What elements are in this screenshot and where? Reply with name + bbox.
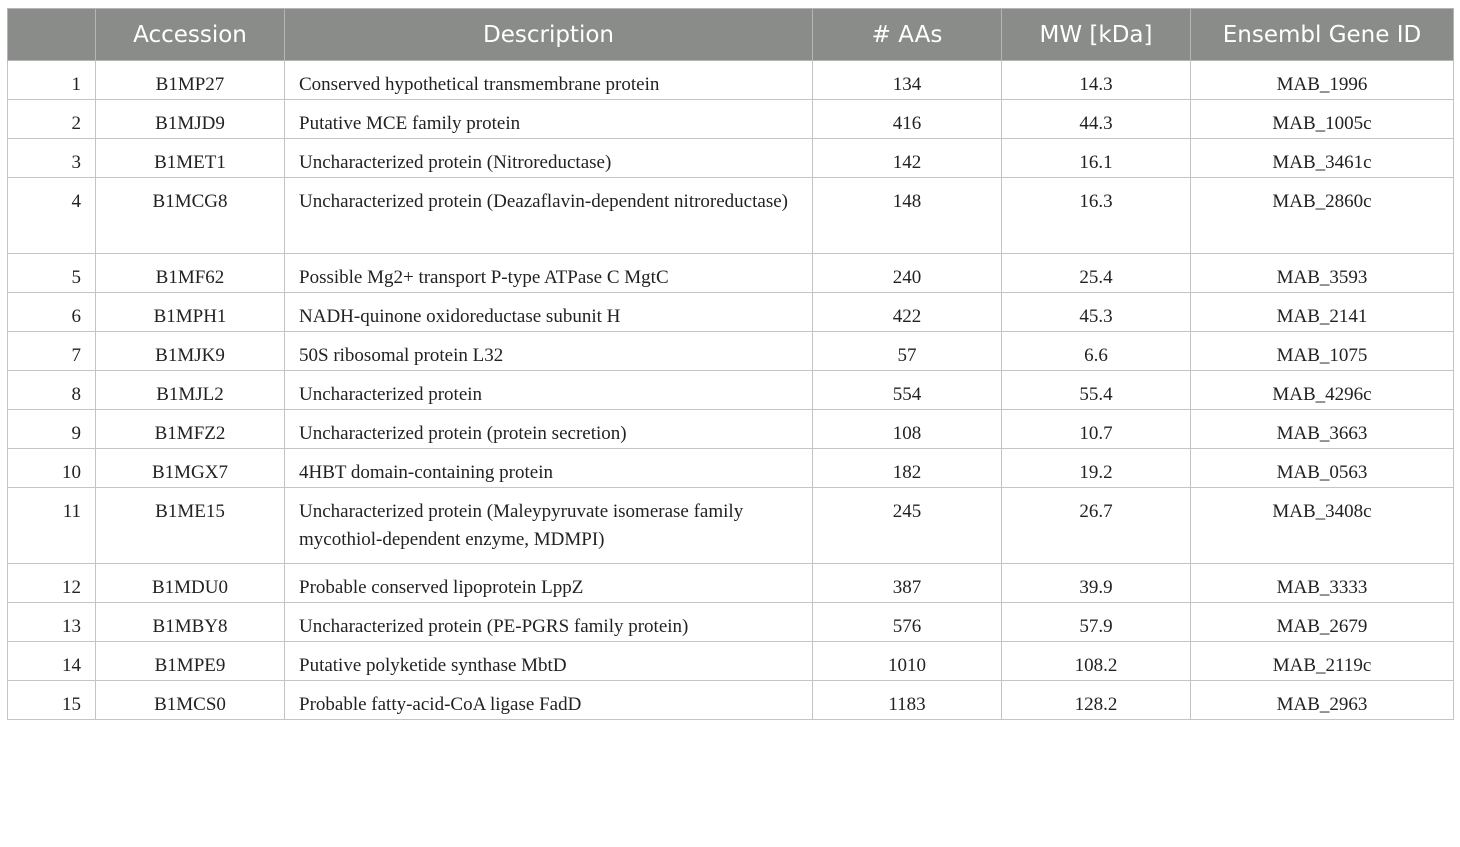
table-row [8,410,1454,449]
accession-cell: B1MET1 [96,139,285,178]
description-cell: Uncharacterized protein (Deazaflavin-dependent nitroreductase) [285,178,813,254]
aas-cell: 108 [813,410,1002,449]
mw-cell: 25.4 [1002,254,1191,293]
mw-cell: 39.9 [1002,564,1191,603]
gene-id-cell: MAB_3333 [1191,564,1454,603]
mw-cell: 16.3 [1002,178,1191,254]
gene-id-cell: MAB_2679 [1191,603,1454,642]
mw-cell: 14.3 [1002,61,1191,100]
accession-cell: B1MCG8 [96,178,285,254]
table-row [8,371,1454,410]
table-row [8,488,1454,564]
row-index: 8 [8,371,96,410]
description-cell: 4HBT domain-containing protein [285,449,813,488]
description-cell: Probable fatty-acid-CoA ligase FadD [285,681,813,720]
gene-id-cell: MAB_3461c [1191,139,1454,178]
table-row [8,603,1454,642]
table-row [8,332,1454,371]
mw-cell: 19.2 [1002,449,1191,488]
mw-cell: 57.9 [1002,603,1191,642]
aas-cell: 134 [813,61,1002,100]
row-index: 12 [8,564,96,603]
aas-cell: 245 [813,488,1002,564]
accession-cell: B1MFZ2 [96,410,285,449]
table-row [8,449,1454,488]
mw-cell: 55.4 [1002,371,1191,410]
description-cell: NADH-quinone oxidoreductase subunit H [285,293,813,332]
row-index: 1 [8,61,96,100]
gene-id-cell: MAB_1996 [1191,61,1454,100]
row-index: 5 [8,254,96,293]
mw-cell: 44.3 [1002,100,1191,139]
aas-cell: 387 [813,564,1002,603]
row-index: 4 [8,178,96,254]
row-index: 10 [8,449,96,488]
aas-cell: 142 [813,139,1002,178]
aas-cell: 1010 [813,642,1002,681]
mw-cell: 108.2 [1002,642,1191,681]
row-index: 11 [8,488,96,564]
header-accession: Accession [96,9,285,61]
accession-cell: B1MPH1 [96,293,285,332]
table-row [8,61,1454,100]
row-index: 13 [8,603,96,642]
row-index: 7 [8,332,96,371]
description-cell: Possible Mg2+ transport P-type ATPase C MgtC [285,254,813,293]
mw-cell: 6.6 [1002,332,1191,371]
header-description: Description [285,9,813,61]
aas-cell: 1183 [813,681,1002,720]
description-cell: Uncharacterized protein (Maleypyruvate isomerase family mycothiol-dependent enzyme, MDMPI) [285,488,813,564]
row-index: 15 [8,681,96,720]
gene-id-cell: MAB_2860c [1191,178,1454,254]
gene-id-cell: MAB_2119c [1191,642,1454,681]
mw-cell: 10.7 [1002,410,1191,449]
description-cell: Putative MCE family protein [285,100,813,139]
gene-id-cell: MAB_3663 [1191,410,1454,449]
aas-cell: 554 [813,371,1002,410]
header-aas: # AAs [813,9,1002,61]
gene-id-cell: MAB_1075 [1191,332,1454,371]
row-index: 14 [8,642,96,681]
description-cell: Probable conserved lipoprotein LppZ [285,564,813,603]
table-body [8,61,1454,720]
table-row [8,564,1454,603]
gene-id-cell: MAB_2141 [1191,293,1454,332]
description-cell: Uncharacterized protein (Nitroreductase) [285,139,813,178]
row-index: 9 [8,410,96,449]
description-cell: Uncharacterized protein (protein secretion) [285,410,813,449]
mw-cell: 16.1 [1002,139,1191,178]
aas-cell: 182 [813,449,1002,488]
aas-cell: 57 [813,332,1002,371]
mw-cell: 128.2 [1002,681,1191,720]
header-mw: MW [kDa] [1002,9,1191,61]
table-row [8,100,1454,139]
gene-id-cell: MAB_3593 [1191,254,1454,293]
aas-cell: 240 [813,254,1002,293]
header-gene-id: Ensembl Gene ID [1191,9,1454,61]
table-row [8,681,1454,720]
header-index [8,9,96,61]
accession-cell: B1MF62 [96,254,285,293]
aas-cell: 576 [813,603,1002,642]
row-index: 6 [8,293,96,332]
gene-id-cell: MAB_1005c [1191,100,1454,139]
accession-cell: B1MPE9 [96,642,285,681]
description-cell: Uncharacterized protein [285,371,813,410]
accession-cell: B1MCS0 [96,681,285,720]
row-index: 2 [8,100,96,139]
mw-cell: 26.7 [1002,488,1191,564]
table-header [8,9,1454,61]
accession-cell: B1MBY8 [96,603,285,642]
protein-table [7,8,1454,720]
mw-cell: 45.3 [1002,293,1191,332]
gene-id-cell: MAB_0563 [1191,449,1454,488]
gene-id-cell: MAB_4296c [1191,371,1454,410]
accession-cell: B1MP27 [96,61,285,100]
description-cell: Uncharacterized protein (PE-PGRS family protein) [285,603,813,642]
table-row [8,178,1454,254]
row-index: 3 [8,139,96,178]
table-row [8,293,1454,332]
description-cell: 50S ribosomal protein L32 [285,332,813,371]
description-cell: Putative polyketide synthase MbtD [285,642,813,681]
table-row [8,254,1454,293]
gene-id-cell: MAB_2963 [1191,681,1454,720]
accession-cell: B1MDU0 [96,564,285,603]
aas-cell: 148 [813,178,1002,254]
table-row [8,642,1454,681]
accession-cell: B1ME15 [96,488,285,564]
aas-cell: 422 [813,293,1002,332]
accession-cell: B1MJK9 [96,332,285,371]
header-row [8,9,1454,61]
accession-cell: B1MJD9 [96,100,285,139]
aas-cell: 416 [813,100,1002,139]
accession-cell: B1MJL2 [96,371,285,410]
table-row [8,139,1454,178]
description-cell: Conserved hypothetical transmembrane protein [285,61,813,100]
gene-id-cell: MAB_3408c [1191,488,1454,564]
accession-cell: B1MGX7 [96,449,285,488]
